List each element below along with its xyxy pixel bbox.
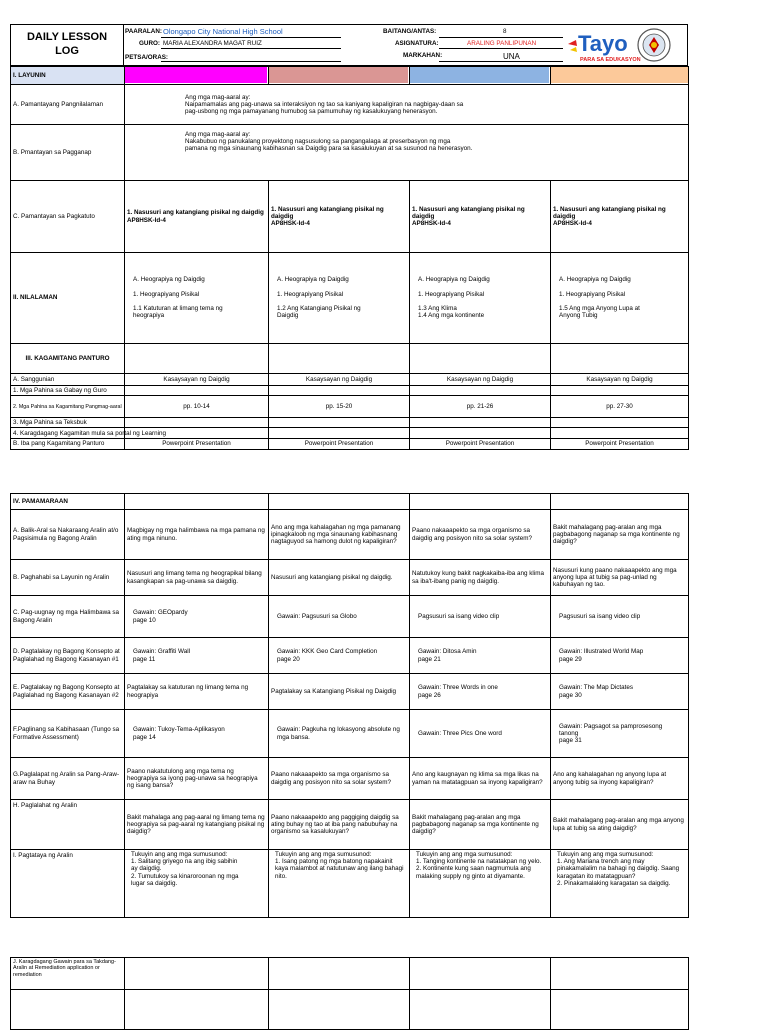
row-karagdagang-gawain	[11, 958, 689, 990]
cell: A. Heograpiya ng Daigdig 1. Heograpiyang Pisikal 1.3 Ang Klima 1.4 Ang mga kontinente	[410, 253, 551, 344]
asignatura-underline	[439, 48, 563, 49]
markahan-label: MARKAHAN:	[403, 52, 443, 59]
cell: Powerpoint Presentation	[551, 439, 689, 449]
row-kagamitang-pangmag-aaral	[11, 396, 689, 418]
cell: Gawain: Graffiti Wall page 11	[125, 638, 269, 674]
row-iba-pang-kagamitan	[11, 439, 689, 449]
cell: pp. 15-20	[269, 396, 410, 418]
baitang-underline	[439, 37, 563, 38]
row-label	[11, 990, 125, 1030]
cell	[269, 958, 410, 990]
cell	[125, 418, 269, 428]
row-paglalahat	[11, 800, 689, 850]
row-label: IV. PAMAMARAAN	[11, 494, 125, 510]
table-part1	[10, 66, 689, 450]
row-label: C. Pamantayan sa Pagkatuto	[11, 181, 125, 253]
cell	[269, 67, 410, 85]
tayo-logo	[566, 26, 641, 64]
cell: A. Heograpiya ng Daigdig 1. Heograpiyang Pisikal 1.1 Katuturan at limang tema ng heograpiya	[125, 253, 269, 344]
cell	[125, 958, 269, 990]
row-label: B. Paghahabi sa Layunin ng Aralin	[11, 560, 125, 596]
row-label: C. Pag-uugnay ng mga Halimbawa sa Bagong Aralin	[11, 596, 125, 638]
cell: Tukuyin ang ang mga sumusunod: 1. Tanging kontinente na natatakpan ng yelo. 2. Kontinente kung saan nagmumula ang malaking supply ng ginto at diyamante.	[410, 850, 551, 918]
cell	[551, 958, 689, 990]
asignatura-label: ASIGNATURA:	[395, 40, 439, 47]
row-label: D. Pagtalakay ng Bagong Konsepto at Paglalahad ng Bagong Kasanayan #1	[11, 638, 125, 674]
svg-text:Tayo: Tayo	[578, 31, 628, 56]
cell: Kasaysayan ng Daigdig	[125, 374, 269, 386]
cell: 1. Nasusuri ang katangiang pisikal ng daigdig AP8HSK-Id-4	[125, 181, 269, 253]
row-layunin	[11, 67, 689, 85]
cell: 1. Nasusuri ang katangiang pisikal ng daigdig AP8HSK-Id-4	[410, 181, 551, 253]
petsa-label: PETSA/ORAS:	[125, 54, 169, 61]
row-label: B. Pmantayan sa Pagganap	[11, 125, 125, 181]
deped-seal	[634, 27, 674, 63]
cell	[551, 494, 689, 510]
cell: Gawain: GEOpardy page 10	[125, 596, 269, 638]
cell: Kasaysayan ng Daigdig	[269, 374, 410, 386]
row-label: A. Balik-Aral sa Nakaraang Aralin at/o Pagsisimula ng Bagong Aralin	[11, 510, 125, 560]
row-label: II. NILALAMAN	[11, 253, 125, 344]
row-pamantayan-pagganap	[11, 125, 689, 181]
cell: Paano nakaaapekto sa mga organismo sa daigdig ang posisyon nito sa solar system?	[410, 510, 551, 560]
cell: Gawain: Three Words in one page 26	[410, 674, 551, 710]
paaralan-label: PAARALAN:	[125, 28, 162, 35]
row-paglalapat	[11, 758, 689, 800]
row-label: B. Iba pang Kagamitang Panturo	[11, 439, 125, 449]
cell: Gawain: KKK Geo Card Completion page 20	[269, 638, 410, 674]
cell: Gawain: Ditosa Amin page 21	[410, 638, 551, 674]
cell	[410, 418, 551, 428]
guro-underline	[161, 48, 341, 49]
row-pagtalakay-1	[11, 638, 689, 674]
cell	[125, 386, 269, 396]
row-pagtalakay-2	[11, 674, 689, 710]
cell	[269, 344, 410, 374]
cell: Gawain: Pagsusuri sa Globo	[269, 596, 410, 638]
cell: pp. 27-30	[551, 396, 689, 418]
cell	[551, 990, 689, 1030]
cell: Gawain: Pagsagot sa pamprosesong tanong page 31	[551, 710, 689, 758]
row-label: E. Pagtalakay ng Bagong Konsepto at Paglalahad ng Bagong Kasanayan #2	[11, 674, 125, 710]
row-gabay-guro	[11, 386, 689, 396]
row-pagtataya	[11, 850, 689, 918]
row-sanggunian	[11, 374, 689, 386]
row-label: 1. Mga Pahina sa Gabay ng Guro	[11, 386, 125, 396]
cell	[551, 67, 689, 85]
row-label: H. Paglalahat ng Aralin	[11, 800, 125, 850]
row-blank	[11, 990, 689, 1030]
cell	[410, 67, 551, 85]
cell: Pagtalakay sa Katangiang Pisikal ng Daigdig	[269, 674, 410, 710]
cell	[125, 494, 269, 510]
merged-cell: Ang mga mag-aaral ay: Nakabubuo ng panukalang proyektong nagsusulong sa pangangalaga at preserbasyon ng mga pamana ng mga sinaunang kabihasnan sa Daigdig para sa kasalukuyan at sa susunod na henerasyon.	[125, 125, 689, 181]
cell	[269, 428, 410, 439]
cell: Kasaysayan ng Daigdig	[410, 374, 551, 386]
row-paglinang	[11, 710, 689, 758]
dll-title-line1: DAILY LESSON	[26, 31, 108, 44]
paaralan-value: Olongapo City National High School	[163, 27, 283, 36]
cell: Nasusuri ang katangiang pisikal ng daigdig.	[269, 560, 410, 596]
markahan-underline	[439, 61, 563, 62]
baitang-label: BAITANG/ANTAS:	[383, 28, 437, 35]
paaralan-underline	[161, 37, 341, 38]
cell: Tukuyin ang ang mga sumusunod: 1. Ang Mariana trench ang may pinakamalalim na bahagi ng daigdig. Saang karagatan ito matatagpuan? 2. Pinakamalaking karagatan sa daigdig.	[551, 850, 689, 918]
cell: Gawain: Pagkuha ng lokasyong absolute ng mga bansa.	[269, 710, 410, 758]
cell: Gawain: Illustrated World Map page 29	[551, 638, 689, 674]
markahan-value: UNA	[503, 52, 520, 61]
row-pamamaraan	[11, 494, 689, 510]
cell	[125, 990, 269, 1030]
row-label: I. Pagtataya ng Aralin	[11, 850, 125, 918]
cell: Bakit mahalagang pag-aralan ang mga pagbabagong naganap sa mga kontinente ng daigdig?	[410, 800, 551, 850]
cell: 1. Nasusuri ang katangiang pisikal ng daigdig AP8HSK-Id-4	[269, 181, 410, 253]
dll-title-line2: LOG	[55, 45, 79, 57]
cell: Tukuyin ang ang mga sumusunod: 1. Isang patong ng mga batong napakainit kaya malambot at natutunaw ang ilang bahagi nito.	[269, 850, 410, 918]
row-label: 3. Mga Pahina sa Teksbuk	[11, 418, 125, 428]
cell: Tukuyin ang ang mga sumusunod: 1. Salitang griyego na ang ibig sabihin ay daigdig. 2. Tumutukoy sa kinaroroonan ng mga lugar sa daigdig.	[125, 850, 269, 918]
cell: Nasusuri ang limang tema ng heograpikal bilang kasangkapan sa pag-unawa sa daigdig.	[125, 560, 269, 596]
cell: Natutukoy kung bakit nagkakaiba-iba ang klima sa iba't-ibang panig ng daigdig.	[410, 560, 551, 596]
cell	[551, 344, 689, 374]
cell: Kasaysayan ng Daigdig	[551, 374, 689, 386]
cell: Nasusuri kung paano nakaaapekto ang mga anyong lupa at tubig sa pag-unlad ng kabuhayan ng tao.	[551, 560, 689, 596]
cell	[410, 494, 551, 510]
cell: 1. Nasusuri ang katangiang pisikal ng daigdig AP8HSK-Id-4	[551, 181, 689, 253]
cell	[125, 67, 269, 85]
row-pamantayang-pangnilalaman	[11, 85, 689, 125]
cell: Pagsusuri sa isang video clip	[410, 596, 551, 638]
row-label: A. Sanggunian	[11, 374, 125, 386]
cell: Bakit mahalaga ang pag-aaral ng limang tema ng heograpiya sa pag-aaral ng katangiang pisikal ng daigdig?	[125, 800, 269, 850]
row-label: F.Paglinang sa Kabihasaan (Tungo sa Formative Assessment)	[11, 710, 125, 758]
dll-title	[10, 24, 124, 66]
cell: pp. 21-26	[410, 396, 551, 418]
row-label: 4. Karagdagang Kagamitan mula sa portal ng Learning	[11, 428, 125, 439]
cell: pp. 10-14	[125, 396, 269, 418]
cell	[551, 418, 689, 428]
svg-text:PARA SA EDUKASYON: PARA SA EDUKASYON	[580, 57, 641, 63]
guro-value: MARIA ALEXANDRA MAGAT RUIZ	[163, 40, 262, 47]
cell: Powerpoint Presentation	[125, 439, 269, 449]
row-pag-uugnay	[11, 596, 689, 638]
cell: Gawain: The Map Dictates page 30	[551, 674, 689, 710]
row-label: G.Paglalapat ng Aralin sa Pang-Araw-araw na Buhay	[11, 758, 125, 800]
cell: A. Heograpiya ng Daigdig 1. Heograpiyang Pisikal 1.2 Ang Katangiang Pisikal ng Daigdig	[269, 253, 410, 344]
cell: Ano ang kaugnayan ng klima sa mga likas na yaman na matatagpuan sa inyong kapaligiran?	[410, 758, 551, 800]
cell	[410, 958, 551, 990]
cell: Gawain: Tukoy-Tema-Aplikasyon page 14	[125, 710, 269, 758]
row-label: I. LAYUNIN	[11, 67, 125, 85]
cell	[551, 428, 689, 439]
cell	[269, 386, 410, 396]
cell	[410, 990, 551, 1030]
cell	[410, 428, 551, 439]
table-part3	[10, 957, 689, 1030]
cell	[410, 386, 551, 396]
cell: Pagtalakay sa katuturan ng limang tema ng heograpiya	[125, 674, 269, 710]
cell	[125, 344, 269, 374]
row-label: 2. Mga Pahina sa Kagamitang Pangmag-aaral	[11, 396, 125, 418]
cell: Ano ang mga kahalagahan ng mga pamanang ipinagkaloob ng mga sinaunang kabihasnang nagtaguyod sa hamong dulot ng kapaligiran?	[269, 510, 410, 560]
cell: Powerpoint Presentation	[269, 439, 410, 449]
cell	[410, 344, 551, 374]
asignatura-value: ARALING PANLIPUNAN	[467, 40, 537, 47]
cell: Paano nakaaapekto sa mga organismo sa daigdig ang posisyon nito sa solar system?	[269, 758, 410, 800]
row-karagdagang-kagamitan	[11, 428, 689, 439]
cell: Magbigay ng mga halimbawa na mga pamana ng ating mga ninuno.	[125, 510, 269, 560]
row-label: III. KAGAMITANG PANTURO	[11, 344, 125, 374]
cell: Paano nakatutulong ang mga tema ng heograpiya sa iyong pag-unawa sa heograpiya ng isang bansa?	[125, 758, 269, 800]
cell: Gawain: Three Pics One word	[410, 710, 551, 758]
row-label: J. Karagdagang Gawain para sa Takdang-Aralin at Remediation application or remediation	[11, 958, 125, 990]
cell: Pagsusuri sa isang video clip	[551, 596, 689, 638]
cell: Bakit mahalagang pag-aralan ang mga pagbabagong naganap sa mga kontinente ng daigdig?	[551, 510, 689, 560]
cell: Ano ang kahalagahan ng anyong lupa at anyong tubig sa inyong kapaligiran?	[551, 758, 689, 800]
row-teksbuk	[11, 418, 689, 428]
row-kagamitang-panturo	[11, 344, 689, 374]
table-part2	[10, 493, 689, 918]
cell	[269, 494, 410, 510]
baitang-value: 8	[503, 28, 507, 35]
cell	[269, 990, 410, 1030]
row-nilalaman	[11, 253, 689, 344]
cell: Bakit mahalagang pag-aralan ang mga anyong lupa at tubig sa ating daigdig?	[551, 800, 689, 850]
row-paghahabi	[11, 560, 689, 596]
cell	[269, 418, 410, 428]
cell: Powerpoint Presentation	[410, 439, 551, 449]
row-label: A. Pamantayang Pangnilalaman	[11, 85, 125, 125]
guro-label: GURO:	[139, 40, 160, 47]
row-balik-aral	[11, 510, 689, 560]
merged-cell: Ang mga mag-aaral ay: Naipamamalas ang pag-unawa sa interaksiyon ng tao sa kaniyang kapaligiran na nagbigay-daan sa pag-usbong ng mga pamayanang humubog sa pamumuhay ng kasalukuyang henerasyon.	[125, 85, 689, 125]
cell: Paano nakaaapekto ang paggiging daigdig sa ating buhay ng tao at iba pang nabubuhay na organismo sa kasalukuyan?	[269, 800, 410, 850]
row-pamantayan-pagkatuto	[11, 181, 689, 253]
cell	[551, 386, 689, 396]
cell: A. Heograpiya ng Daigdig 1. Heograpiyang Pisikal 1.5 Ang mga Anyong Lupa at Anyong Tubig	[551, 253, 689, 344]
petsa-underline	[161, 61, 341, 62]
